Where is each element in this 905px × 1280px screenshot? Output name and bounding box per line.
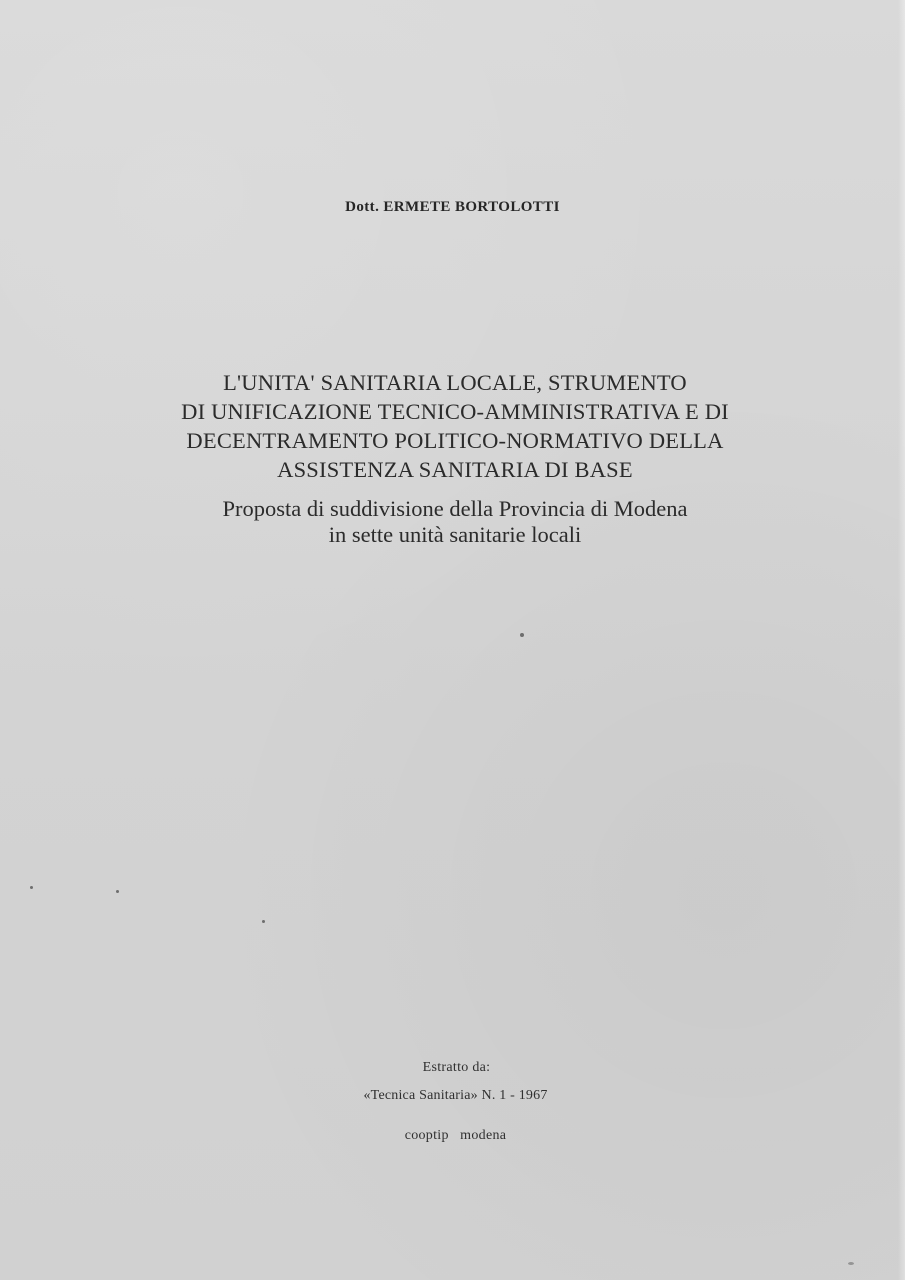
subtitle-line: in sette unità sanitarie locali <box>328 522 582 547</box>
source-citation: «Tecnica Sanitaria» N. 1 - 1967 <box>363 1088 548 1103</box>
paper-speck <box>116 890 119 893</box>
document-subtitle <box>110 496 800 548</box>
title-line: ASSISTENZA SANITARIA DI BASE <box>277 457 633 482</box>
paper-speck <box>262 920 265 923</box>
title-line: DECENTRAMENTO POLITICO-NORMATIVO DELLA <box>186 428 724 453</box>
paper-speck <box>520 633 524 637</box>
extract-label: Estratto da: <box>422 1060 491 1075</box>
author-name: Dott. ERMETE BORTOLOTTI <box>345 199 560 215</box>
document-title <box>110 368 800 484</box>
paper-speck <box>848 1262 854 1265</box>
title-line: L'UNITA' SANITARIA LOCALE, STRUMENTO <box>223 370 687 395</box>
subtitle-line: Proposta di suddivisione della Provincia di Modena <box>222 496 688 521</box>
printer-imprint: cooptip modena <box>404 1128 507 1143</box>
paper-speck <box>30 886 33 889</box>
title-line: DI UNIFICAZIONE TECNICO-AMMINISTRATIVA E DI <box>181 399 729 424</box>
